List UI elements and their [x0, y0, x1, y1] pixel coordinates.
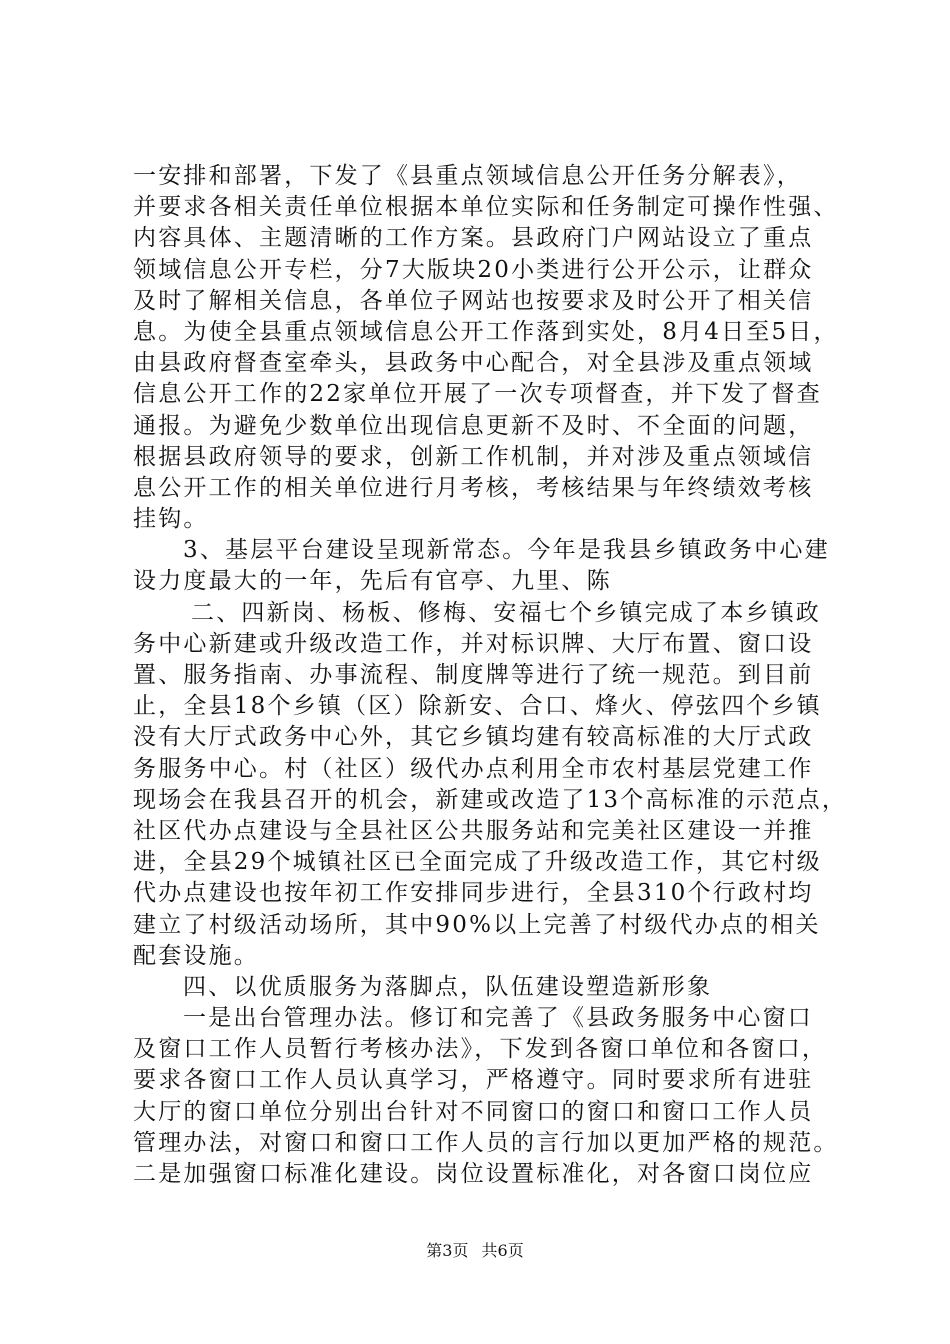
- text-line: 通报。为避免少数单位出现信息更新不及时、不全面的问题，: [133, 412, 814, 439]
- text-line: 二、四新岗、杨板、修梅、安福七个乡镇完成了本乡镇政: [191, 599, 821, 626]
- text-line: 管理办法，对窗口和窗口工作人员的言行加以更加严格的规范。: [133, 1129, 839, 1156]
- text-line: 由县政府督查室牵头，县政务中心配合，对全县涉及重点领域: [133, 350, 814, 377]
- text-line: 领域信息公开专栏，分7大版块20小类进行公开公示，让群众: [133, 256, 814, 283]
- page-total: 共6页: [481, 1241, 524, 1260]
- text-line: 现场会在我县召开的机会，新建或改造了13个高标准的示范点，: [133, 786, 848, 813]
- text-line: 进，全县29个城镇社区已全面完成了升级改造工作，其它村级: [133, 849, 822, 876]
- text-line: 一是出台管理办法。修订和完善了《县政务服务中心窗口: [183, 1005, 813, 1032]
- text-line: 挂钩。: [133, 506, 209, 533]
- text-line: 并要求各相关责任单位根据本单位实际和任务制定可操作性强、: [133, 194, 839, 221]
- text-line: 没有大厅式政务中心外，其它乡镇均建有较高标准的大厅式政: [133, 724, 814, 751]
- section-heading: 3、基层平台建设呈现新常态。今年是我县乡镇政务中心建: [183, 537, 830, 564]
- text-line: 配套设施。: [133, 942, 259, 969]
- page-footer: [0, 1240, 950, 1262]
- text-line: 要求各窗口工作人员认真学习，严格遵守。同时要求所有进驻: [133, 1067, 814, 1094]
- text-line: 内容具体、主题清晰的工作方案。县政府门户网站设立了重点: [133, 225, 814, 252]
- text-line: 代办点建设也按年初工作安排同步进行，全县310个行政村均: [133, 880, 814, 907]
- text-line: 社区代办点建设与全县社区公共服务站和完美社区建设一并推: [133, 817, 814, 844]
- text-line: 建立了村级活动场所，其中90%以上完善了村级代办点的相关: [133, 911, 821, 938]
- text-line: 务服务中心。村（社区）级代办点利用全市农村基层党建工作: [133, 755, 814, 782]
- page-number: 第3页: [426, 1241, 469, 1260]
- text-line: 设力度最大的一年，先后有官亭、九里、陈: [133, 568, 612, 595]
- text-line: 根据县政府领导的要求，创新工作机制，并对涉及重点领域信: [133, 443, 814, 470]
- section-heading: 四、以优质服务为落脚点，队伍建设塑造新形象: [183, 973, 713, 1000]
- text-line: 二是加强窗口标准化建设。岗位设置标准化，对各窗口岗位应: [133, 1161, 814, 1187]
- text-line: 一安排和部署，下发了《县重点领域信息公开任务分解表》，: [133, 163, 802, 189]
- text-line: 置、服务指南、办事流程、制度牌等进行了统一规范。到目前: [133, 662, 814, 688]
- text-line: 息公开工作的相关单位进行月考核，考核结果与年终绩效考核: [133, 474, 814, 501]
- text-line: 信息公开工作的22家单位开展了一次专项督查，并下发了督查: [133, 381, 822, 408]
- text-line: 止，全县18个乡镇（区）除新安、合口、烽火、停弦四个乡镇: [133, 693, 822, 720]
- text-line: 务中心新建或升级改造工作，并对标识牌、大厅布置、窗口设: [133, 630, 814, 657]
- text-line: 及时了解相关信息，各单位子网站也按要求及时公开了相关信: [133, 287, 814, 314]
- body-text: [133, 161, 848, 1190]
- text-line: 息。为使全县重点领域信息公开工作落到实处，8月4日至5日，: [133, 318, 839, 345]
- text-line: 大厅的窗口单位分别出台针对不同窗口的窗口和窗口工作人员: [133, 1098, 814, 1125]
- text-line: 及窗口工作人员暂行考核办法》，下发到各窗口单位和各窗口，: [133, 1036, 828, 1063]
